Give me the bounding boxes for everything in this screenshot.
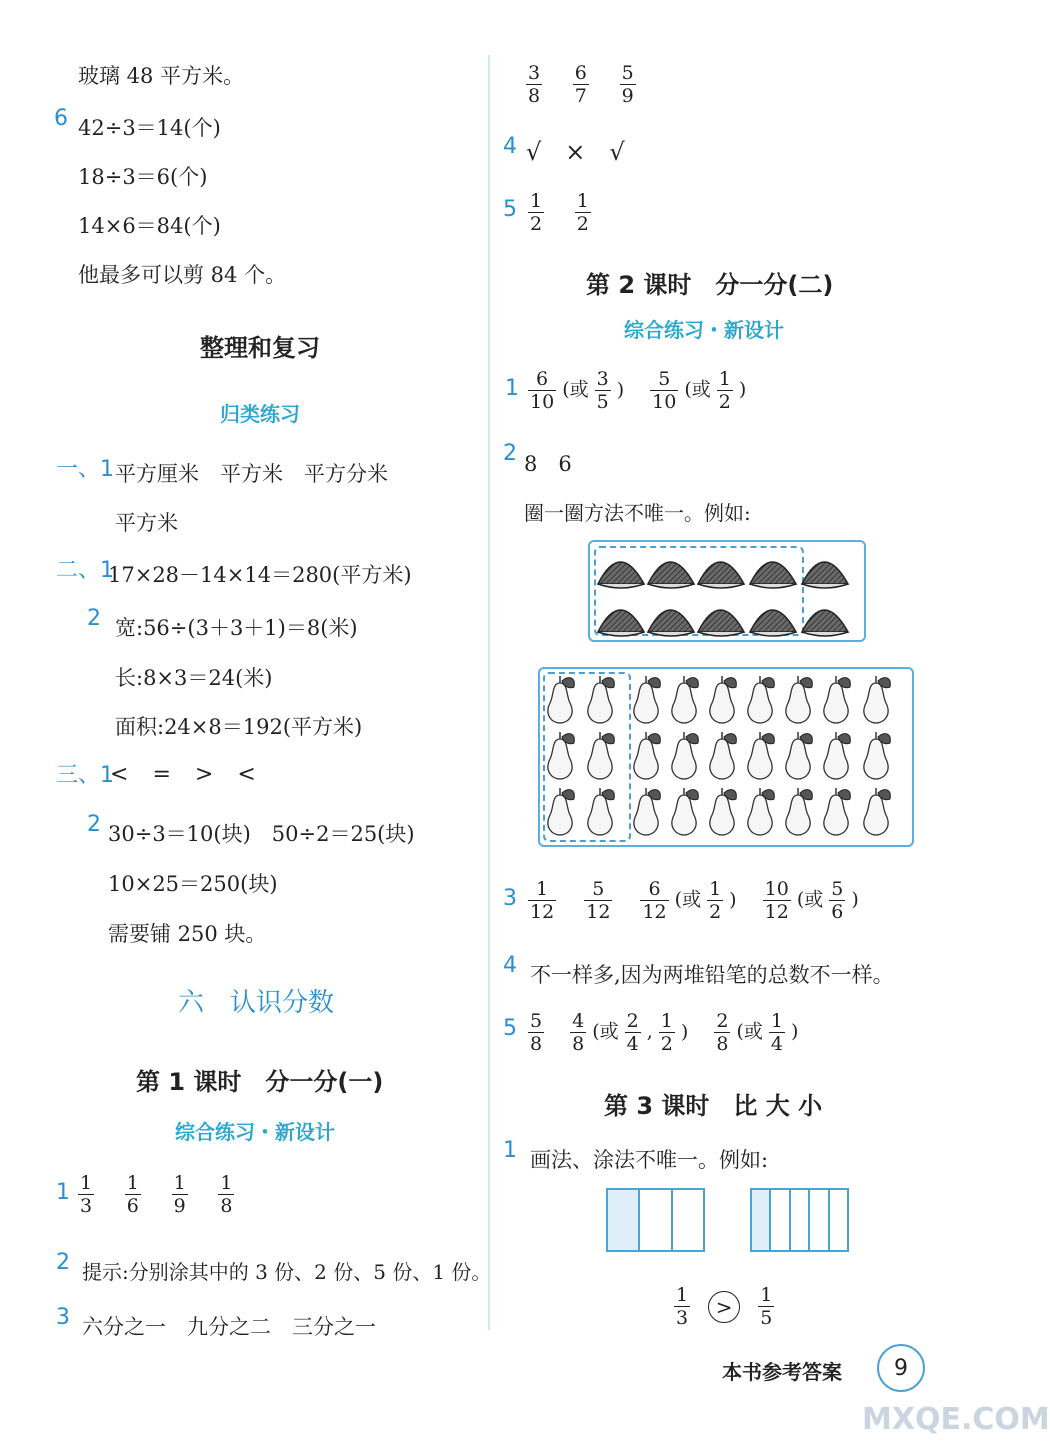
fraction: $\frac{3}{8}$ (528, 62, 541, 107)
fraction-list (522, 190, 597, 235)
fraction: $\frac{5}{6}$ (831, 878, 844, 923)
column-divider (488, 55, 490, 1330)
section-subtitle: 归类练习 (220, 402, 300, 426)
greater-than-circle: > (708, 1291, 740, 1323)
answer-line: 42÷3＝14(个) (78, 116, 221, 140)
cross-mark: × (565, 138, 586, 166)
fraction: $\frac{2}{4}$ (626, 1010, 639, 1055)
fraction: $\frac{2}{8}$ (716, 1010, 729, 1055)
fraction: $\frac{10}{12}$ (764, 878, 789, 923)
answer-line: 不一样多,因为两堆铅笔的总数不一样。 (530, 963, 894, 987)
fraction: $\frac{3}{5}$ (596, 368, 609, 413)
answer-line: 平方米 (115, 511, 178, 535)
fraction-answer: $\frac{6}{10}$ (或 $\frac{3}{5}$ ) $\frac{5}{10}$ (或 $\frac{1}{2}$ ) (530, 368, 747, 413)
answer-line: 需要铺 250 块。 (108, 922, 267, 946)
question-number: 2 (503, 441, 517, 466)
fraction: $\frac{1}{5}$ (760, 1284, 773, 1329)
question-number: 5 (503, 1016, 517, 1041)
answer-line: 提示:分别涂其中的 3 份、2 份、5 份、1 份。 (82, 1260, 492, 1284)
fraction: $\frac{1}{3}$ (80, 1172, 93, 1217)
fraction: $\frac{1}{6}$ (126, 1172, 139, 1217)
question-number: 4 (503, 134, 517, 159)
fraction-list (520, 62, 642, 107)
judgement-marks (526, 138, 649, 166)
question-number: 2 (87, 812, 101, 837)
thirds-bar (606, 1188, 706, 1252)
answer-line: 长:8×3＝24(米) (115, 666, 273, 690)
check-mark: √ (526, 138, 542, 166)
comparison-symbols (110, 762, 280, 787)
answer-line: 面积:24×8＝192(平方米) (115, 715, 363, 739)
text-line: 玻璃 48 平方米。 (78, 64, 245, 88)
lesson-subtitle: 综合练习・新设计 (624, 318, 784, 342)
question-number: 三、1 (56, 763, 114, 788)
question-number: 1 (503, 1138, 517, 1163)
question-number: 3 (56, 1305, 70, 1330)
watermelon-slices (590, 542, 864, 640)
fraction: $\frac{1}{2}$ (576, 190, 589, 235)
question-number: 3 (503, 886, 517, 911)
symbol: < (110, 762, 129, 787)
fifths-bar (750, 1188, 850, 1252)
symbol: = (152, 762, 171, 787)
watermelon-figure (588, 540, 866, 642)
lesson-title: 第 1 课时 分一分(一) (136, 1068, 384, 1096)
fraction: $\frac{1}{2}$ (660, 1010, 673, 1055)
fraction: $\frac{5}{12}$ (586, 878, 611, 923)
answer-line: 他最多可以剪 84 个。 (78, 263, 287, 287)
lesson-subtitle: 综合练习・新设计 (175, 1120, 335, 1144)
answer-line: 18÷3＝6(个) (78, 165, 208, 189)
answer-line: 10×25＝250(块) (108, 872, 278, 896)
watermark: MXQE.COM (862, 1402, 1050, 1437)
answer-line: 17×28－14×14＝280(平方米) (108, 563, 412, 587)
lesson-title: 第 2 课时 分一分(二) (586, 271, 834, 299)
fraction-list (72, 1172, 240, 1217)
fraction: $\frac{6}{7}$ (574, 62, 587, 107)
answer-line: 画法、涂法不唯一。例如: (530, 1148, 769, 1172)
question-number: 6 (54, 106, 68, 131)
symbol: < (237, 762, 256, 787)
question-number: 二、1 (56, 558, 114, 583)
question-number: 1 (56, 1180, 70, 1205)
page-number: 9 (877, 1344, 925, 1392)
question-number: 1 (505, 376, 519, 401)
fraction: $\frac{1}{2}$ (709, 878, 722, 923)
fraction: $\frac{6}{12}$ (642, 878, 667, 923)
answer-line: 8 6 (524, 452, 572, 476)
fraction: $\frac{1}{4}$ (770, 1010, 783, 1055)
fraction: $\frac{1}{2}$ (530, 190, 543, 235)
check-mark: √ (609, 138, 625, 166)
pear-figure (538, 667, 914, 847)
fraction: $\frac{4}{8}$ (572, 1010, 585, 1055)
fraction: $\frac{6}{10}$ (530, 368, 555, 413)
fraction: $\frac{5}{9}$ (621, 62, 634, 107)
lesson-title: 第 3 课时 比 大 小 (604, 1092, 823, 1120)
question-number: 一、1 (56, 457, 114, 482)
answer-line: 平方厘米 平方米 平方分米 (115, 462, 388, 486)
question-number: 2 (56, 1250, 70, 1275)
comparison-answer (668, 1284, 780, 1329)
question-number: 5 (503, 197, 517, 222)
footer-label: 本书参考答案 (722, 1360, 842, 1384)
answer-line: 14×6＝84(个) (78, 214, 221, 238)
chapter-title: 六 认识分数 (178, 988, 335, 1018)
fraction: $\frac{1}{2}$ (718, 368, 731, 413)
fraction: $\frac{1}{3}$ (676, 1284, 689, 1329)
fraction: $\frac{5}{10}$ (652, 368, 677, 413)
answer-line: 30÷3＝10(块) 50÷2＝25(块) (108, 822, 415, 846)
fraction: $\frac{5}{8}$ (530, 1010, 543, 1055)
pear-grid (540, 669, 912, 845)
fraction: $\frac{1}{8}$ (220, 1172, 233, 1217)
answer-line: 六分之一 九分之二 三分之一 (82, 1315, 376, 1339)
answer-line: 圈一圈方法不唯一。例如: (524, 501, 751, 525)
section-title: 整理和复习 (200, 334, 320, 362)
fraction: $\frac{1}{12}$ (530, 878, 555, 923)
fraction-answer: $\frac{1}{12}$ $\frac{5}{12}$ $\frac{6}{12}$ (或 $\frac{1}{2}$ ) $\frac{10}{12}$ (或 $\frac{5}{6}$ ) (530, 878, 859, 923)
answer-line: 宽:56÷(3＋3＋1)＝8(米) (115, 616, 358, 640)
question-number: 2 (87, 606, 101, 631)
fraction-answer: $\frac{5}{8}$ $\frac{4}{8}$ (或 $\frac{2}{4}$ , $\frac{1}{2}$ ) $\frac{2}{8}$ (或 $\frac{1}{4}$ ) (530, 1010, 799, 1055)
fraction: $\frac{1}{9}$ (173, 1172, 186, 1217)
question-number: 4 (503, 953, 517, 978)
symbol: > (194, 762, 214, 787)
